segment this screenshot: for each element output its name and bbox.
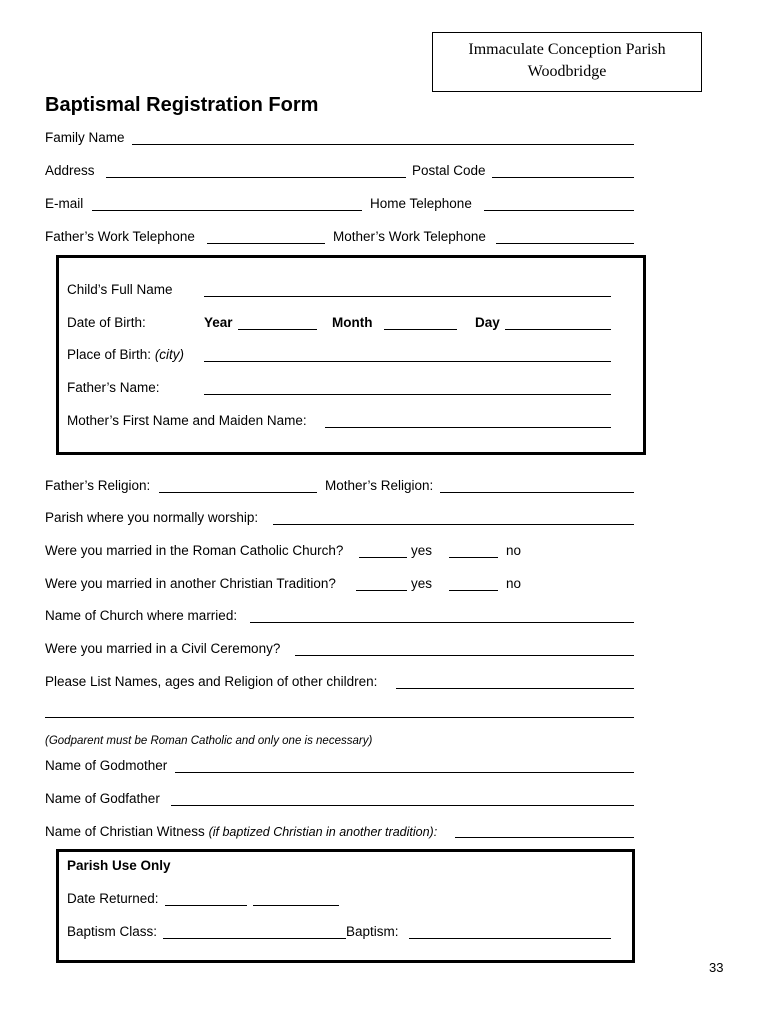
postal-code-label: Postal Code: [412, 163, 486, 178]
married-rc-label: Were you married in the Roman Catholic Church?: [45, 543, 344, 558]
mothers-name-label: Mother’s First Name and Maiden Name:: [67, 413, 307, 428]
day-label: Day: [475, 315, 500, 330]
fathers-name-label: Father’s Name:: [67, 380, 160, 395]
parish-worship-field[interactable]: [273, 524, 634, 525]
year-field[interactable]: [238, 329, 317, 330]
email-label: E-mail: [45, 196, 84, 211]
civil-ceremony-field[interactable]: [295, 655, 634, 656]
godparent-note: (Godparent must be Roman Catholic and only one is necessary): [45, 735, 373, 747]
married-other-no-field[interactable]: [449, 590, 498, 591]
postal-code-field[interactable]: [492, 177, 634, 178]
month-label: Month: [332, 315, 373, 330]
baptism-class-label: Baptism Class:: [67, 924, 158, 939]
married-rc-no-field[interactable]: [449, 557, 498, 558]
married-rc-yes-field[interactable]: [359, 557, 407, 558]
married-rc-yes-label: yes: [411, 543, 433, 558]
fathers-religion-field[interactable]: [159, 492, 317, 493]
date-returned-label: Date Returned:: [67, 891, 159, 906]
married-rc-no-label: no: [506, 543, 522, 558]
godmother-field[interactable]: [175, 772, 634, 773]
other-children-field[interactable]: [396, 688, 634, 689]
home-telephone-label: Home Telephone: [370, 196, 472, 211]
place-of-birth-field[interactable]: [204, 361, 611, 362]
email-field[interactable]: [92, 210, 362, 211]
godmother-label: Name of Godmother: [45, 758, 168, 773]
form-title: Baptismal Registration Form: [45, 94, 319, 116]
baptism-class-field[interactable]: [163, 938, 346, 939]
place-of-birth-hint: (city): [154, 347, 185, 362]
child-full-name-label: Child’s Full Name: [67, 282, 173, 297]
place-of-birth-label: [67, 347, 184, 363]
christian-witness-field[interactable]: [455, 837, 634, 838]
date-of-birth-label: Date of Birth:: [67, 315, 146, 330]
home-telephone-field[interactable]: [484, 210, 634, 211]
other-children-field-line-2[interactable]: [45, 717, 634, 718]
child-full-name-field[interactable]: [204, 296, 611, 297]
parish-use-heading: Parish Use Only: [67, 858, 171, 873]
godfather-field[interactable]: [171, 805, 634, 806]
family-name-label: Family Name: [45, 130, 125, 145]
parish-city: Woodbridge: [527, 63, 607, 80]
married-other-no-label: no: [506, 576, 522, 591]
fathers-work-telephone-field[interactable]: [207, 243, 325, 244]
parish-name: Immaculate Conception Parish: [468, 41, 666, 58]
married-other-yes-field[interactable]: [356, 590, 407, 591]
christian-witness-text: Name of Christian Witness: [45, 824, 205, 839]
mothers-name-field[interactable]: [325, 427, 611, 428]
month-field[interactable]: [384, 329, 457, 330]
date-returned-field-1[interactable]: [165, 905, 247, 906]
church-married-field[interactable]: [250, 622, 634, 623]
church-married-label: Name of Church where married:: [45, 608, 238, 623]
married-other-yes-label: yes: [411, 576, 433, 591]
other-children-label: Please List Names, ages and Religion of other children:: [45, 674, 378, 689]
parish-header-box: [432, 32, 702, 92]
baptism-field[interactable]: [409, 938, 611, 939]
day-field[interactable]: [505, 329, 611, 330]
page-number: 33: [709, 960, 724, 975]
fathers-religion-label: Father’s Religion:: [45, 478, 151, 493]
address-field[interactable]: [106, 177, 406, 178]
baptism-label: Baptism:: [346, 924, 399, 939]
mothers-religion-field[interactable]: [440, 492, 634, 493]
godfather-label: Name of Godfather: [45, 791, 160, 806]
address-label: Address: [45, 163, 95, 178]
year-label: Year: [204, 315, 233, 330]
place-of-birth-text: Place of Birth:: [67, 347, 152, 362]
family-name-field[interactable]: [132, 144, 634, 145]
date-returned-field-2[interactable]: [253, 905, 339, 906]
christian-witness-label: [45, 824, 437, 840]
mothers-religion-label: Mother’s Religion:: [325, 478, 434, 493]
civil-ceremony-label: Were you married in a Civil Ceremony?: [45, 641, 281, 656]
christian-witness-hint: (if baptized Christian in another tradition):: [208, 825, 438, 839]
mothers-work-telephone-label: Mother’s Work Telephone: [333, 229, 486, 244]
fathers-work-telephone-label: Father’s Work Telephone: [45, 229, 195, 244]
mothers-work-telephone-field[interactable]: [496, 243, 634, 244]
fathers-name-field[interactable]: [204, 394, 611, 395]
married-other-label: Were you married in another Christian Tradition?: [45, 576, 336, 591]
parish-worship-label: Parish where you normally worship:: [45, 510, 259, 525]
